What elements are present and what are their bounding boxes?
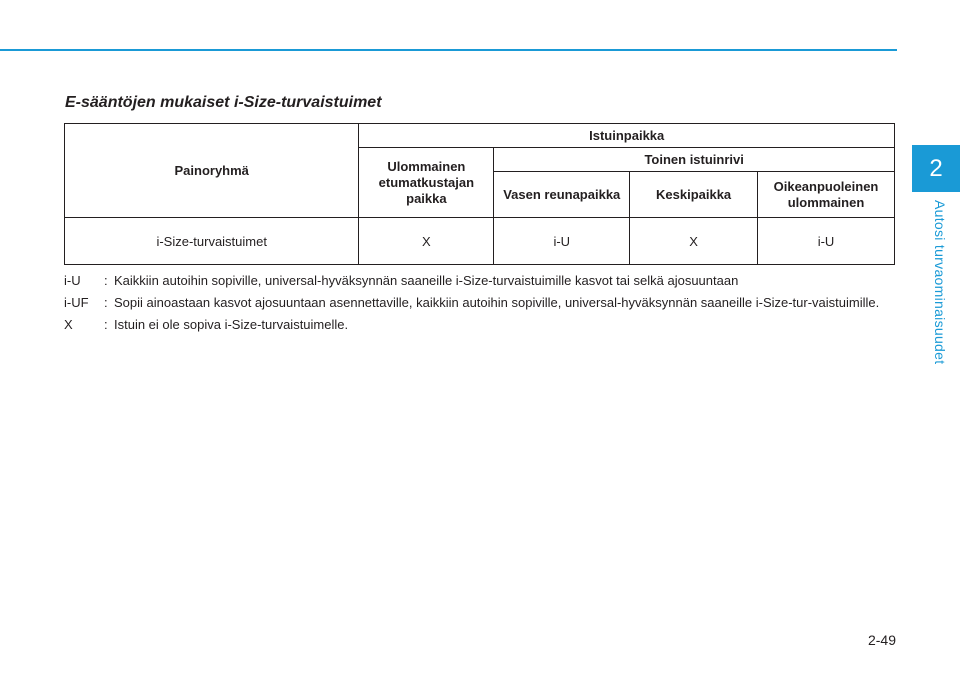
- header-second-row: Toinen istuinrivi: [494, 148, 895, 172]
- legend-item: [64, 272, 896, 289]
- legend-notes: [64, 272, 896, 338]
- legend-item: [64, 316, 896, 333]
- legend-item: [64, 294, 896, 311]
- row-label: i-Size-turvaistuimet: [65, 218, 359, 265]
- cell-left: i-U: [494, 218, 630, 265]
- legend-colon: :: [104, 273, 108, 288]
- header-front-passenger: Ulommainen etumatkustajan paikka: [359, 148, 494, 218]
- chapter-number: 2: [929, 154, 943, 182]
- header-weight-group: Painoryhmä: [65, 124, 359, 218]
- table-row: [65, 218, 895, 265]
- header-right-seat: Oikeanpuoleinen ulommainen: [758, 172, 895, 218]
- header-rule: [0, 49, 897, 51]
- legend-colon: :: [104, 317, 108, 332]
- legend-key: i-UF: [64, 295, 89, 310]
- chapter-number-tab[interactable]: [912, 145, 960, 192]
- section-title: E-sääntöjen mukaiset i-Size-turvaistuimet: [65, 94, 382, 111]
- page-number: 2-49: [867, 632, 896, 648]
- chapter-title: Autosi turvaominaisuudet: [932, 200, 948, 365]
- cell-center: X: [630, 218, 758, 265]
- legend-text: Sopii ainoastaan kasvot ajosuuntaan asennettaville, kaikkiin autoihin sopiville, universal-hyväksynnän saaneille i-Size-tur-vaistuimille.: [114, 295, 880, 310]
- header-center-seat: Keskipaikka: [630, 172, 758, 218]
- cell-front: X: [359, 218, 494, 265]
- cell-right: i-U: [758, 218, 895, 265]
- legend-key: X: [64, 317, 73, 332]
- legend-text: Istuin ei ole sopiva i-Size-turvaistuimelle.: [114, 317, 349, 332]
- header-left-seat: Vasen reunapaikka: [494, 172, 630, 218]
- seat-compatibility-table: [64, 123, 895, 265]
- legend-text: Kaikkiin autoihin sopiville, universal-hyväksynnän saaneille i-Size-turvaistuimille kasvot tai selkä ajosuuntaan: [114, 273, 739, 288]
- header-seat-position: Istuinpaikka: [359, 124, 895, 148]
- legend-key: i-U: [64, 273, 81, 288]
- legend-colon: :: [104, 295, 108, 310]
